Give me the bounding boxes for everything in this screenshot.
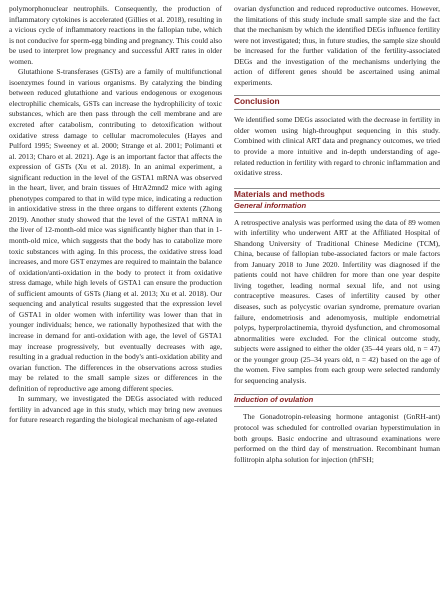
right-column bbox=[234, 4, 440, 465]
section-heading-methods: Materials and methods bbox=[234, 188, 325, 199]
body-paragraph: ovarian dysfunction and reduced reproductive outcomes. However, the limitations of this study include small sample size and the fact that the mechanism by which the identified DEGs influence fertility were not investigated; thus, in future studies, the sample size should be increased for the further validation of the fertility-associated DEGs and the investigation of the mechanisms underlying the action of different genes should be ascertained using animal experiments. bbox=[234, 4, 440, 87]
subsection-heading-induction: Induction of ovulation bbox=[234, 395, 314, 405]
left-column bbox=[9, 4, 222, 426]
subheading-underline bbox=[234, 406, 440, 407]
body-paragraph: A retrospective analysis was performed using the data of 89 women with infertility who underwent ART at the Affiliated Hospital of Shandong University of Traditional Chinese Medicine (TCM), China, because of fallopian tube-associated factors or male factors from January 2018 to June 2020. Infertility was diagnosed if the patients could not have children for more than one year despite living together, leading normal sexual life, and not using contraceptive measures. Cases of infertility caused by other diseases, such as polycystic ovarian syndrome, premature ovarian failure, endometriosis and adenomyosis, multiple endometrial polyps, hyperprolactinemia, thyroid dysfunction, and chromosomal abnormalities were excluded. For the clinical outcome study, subjects were assigned to either the older (35–44 years old, n = 47) or the younger group (25–34 years old, n = 42) based on the age of the women. Five samples from each group were selected randomly for sequencing analysis. bbox=[234, 217, 440, 385]
body-paragraph: We identified some DEGs associated with the decrease in fertility in older women using high-throughput sequencing in this study. Combined with clinical ART data and pregnancy outcomes, we tried to provide a more intuitive and in-depth understanding of age-related reduction in fertility with regard to chronic inflammation and oxidative stress. bbox=[234, 115, 440, 178]
subsection-heading-general: General information bbox=[234, 200, 307, 210]
body-paragraph: In summary, we investigated the DEGs associated with reduced fertility in advanced age in this study, which may bring new avenues for future research regarding the biological mechanism of age-related bbox=[9, 394, 222, 425]
section-heading-conclusion: Conclusion bbox=[234, 96, 280, 107]
body-paragraph: Glutathione S-transferases (GSTs) are a family of multifunctional isoenzymes found in various organisms. By catalyzing the binding between reduced glutathione and various endogenous or exogenous electrophilic chemicals, GSTs can increase the hydrophilicity of toxic substances, which are then pass through the cell membrane and are excreted after catabolism, contributing to detoxification without oxidative stress damage to cellular macromolecules (Hayes and Pulford 1995; Sweeney et al. 2000; Strange et al. 2001; Polimanti et al. 2013; Charo et al. 2021). Age is an important factor that affects the expression of GSTs (Xu et al. 2018). In an animal experiment, a significant reduction in the level of the GSTA1 mRNA was observed in the heart, liver, and brain tissues of HtrA2mnd2 mice with aging phenotypes compared to that in wild type mice, indicating a reduction in antioxidative stress in the three organs to different extents (Zhong 2019). Another study showed that the level of the GSTA1 mRNA in the liver of 12-month-old mice was significantly higher than that in 1-month-old mice, which suggests that the body has to catabolize more toxic substances with aging. In this process, the oxidative stress load increases, and more GST enzymes are required to maintain the balance of oxidation/anti-oxidation in the body to protect it from oxidative stress damage, while high levels of GSTA1 can ensure the production of sufficient amounts of GSTs (Jiang et al. 2013; Xu et al. 2018). Our sequencing and analytical results suggested that the expression level of GSTA1 in older women with infertility was lower than that in younger individuals; hence, we rationally hypothesized that with the increase in demand for anti-oxidation with age, the level of GSTA1 may increase progressively, but eventually decreases with age, resulting in a gradual reduction in the body's anti-oxidation ability and ovarian function. The differences in the observations across studies may be related to the small sample sizes or differences in the definition of reproductive age among different species. bbox=[9, 67, 222, 393]
subheading-underline bbox=[234, 212, 440, 213]
heading-underline bbox=[234, 109, 440, 110]
body-paragraph: The Gonadotropin-releasing hormone antagonist (GnRH-ant) protocol was scheduled for controlled ovarian hyperstimulation in both groups. Basic endocrine and ultrasound examinations were performed on the third day of menstruation. Recombinant human follitropin alpha solution for injection (rhFSH; bbox=[234, 412, 440, 464]
body-paragraph: polymorphonuclear neutrophils. Consequently, the production of inflammatory cytokines is accelerated (Gillies et al. 2018), resulting in a vicious cycle of inflammatory reactions in the fallopian tube, which is not conducive for sperm-egg binding and pregnancy. This could also be used to interpret low pregnancy and successful ART rates in older women. bbox=[9, 4, 222, 66]
